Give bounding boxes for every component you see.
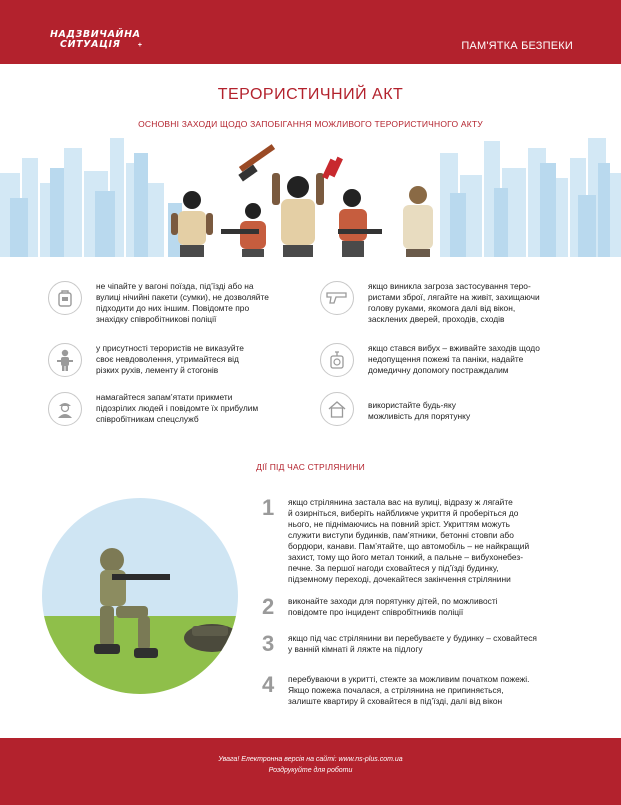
step-line: у ванній кімнаті й ляжте на підлогу (288, 644, 423, 654)
soldier-icon (48, 392, 82, 426)
footer-print-note: Роздрукуйте для роботи (268, 767, 353, 774)
tip-right-2 (320, 343, 540, 377)
house-icon (320, 392, 354, 426)
section-title: ДІЇ ПІД ЧАС СТРІЛЯНИНИ (256, 462, 365, 472)
step-text (288, 674, 598, 707)
step-line: й озирніться, виберіть найближче укриття й проберіться до (288, 508, 519, 518)
step-line: бордюри, канави. Пам’ятайте, що автомобіль – не найкращий (288, 541, 530, 551)
tip-line: підозрілих людей і повідомте їх прибулим (96, 403, 259, 413)
tip-text (368, 281, 540, 325)
tip-line: вулиці нічийні пакети (сумки), не дозволяйте (96, 292, 269, 302)
page-subtitle: ОСНОВНІ ЗАХОДИ ЩОДО ЗАПОБІГАННЯ МОЖЛИВОГО ТЕРОРИСТИЧНОГО АКТУ (138, 119, 483, 129)
tip-left-1 (48, 281, 269, 325)
step-number: 3 (262, 631, 275, 656)
bag-icon (48, 281, 82, 315)
step-4 (262, 674, 598, 707)
step-text (288, 596, 598, 618)
tip-line: намагайтеся запам’ятати прикмети (96, 392, 233, 402)
tip-line: різких рухів, лементу й стогонів (96, 365, 219, 375)
step-line: залиште квартиру й сховайтеся в під’їзді, далі від вікон (288, 696, 503, 706)
terrorist-icon (48, 343, 82, 377)
tip-line: якщо виникла загроза застосування теро- (368, 281, 531, 291)
step-line: якщо стрілянина застала вас на вулиці, відразу ж лягайте (288, 497, 513, 507)
tip-right-1 (320, 281, 540, 325)
step-line: Якщо пожежа почалася, а стрілянина не припиняється, (288, 685, 504, 695)
bomb-icon (320, 343, 354, 377)
tip-text (96, 281, 269, 325)
logo (50, 30, 140, 50)
tip-line: підходити до них іншим. Повідомте про (96, 303, 250, 313)
tip-line: знахідку співробітникові поліції (96, 314, 217, 324)
logo-plus: + (137, 42, 142, 49)
step-text (288, 633, 598, 655)
footer-website-note[interactable]: Увага! Електронна версія на сайті: www.ns-plus.com.ua (218, 756, 403, 763)
step-line: якщо під час стрілянини ви перебуваєте у будинку – сховайтеся (288, 633, 537, 643)
step-line: печне. За першої нагоди сховайтеся у під’їзді будинку, (288, 563, 499, 573)
step-1 (262, 497, 598, 585)
logo-line-2: СИТУАЦІЯ (60, 39, 121, 50)
tip-line: співробітникам спецслужб (96, 414, 199, 424)
step-number: 4 (262, 672, 275, 697)
tip-text (368, 392, 470, 422)
tip-right-3 (320, 392, 470, 426)
tip-line: домедичну допомогу постраждалим (368, 365, 509, 375)
step-line: підземному переході, дочекайтеся закінчення стрілянини (288, 574, 511, 584)
tip-line: своє невдоволення, утримайтеся від (96, 354, 239, 364)
step-number: 2 (262, 594, 275, 619)
tip-line: можливість для порятунку (368, 411, 471, 421)
tip-line: ристами зброї, лягайте на живіт, захищаючи (368, 292, 540, 302)
step-line: захист, тому що його метал тонкий, а пальне – вибухонебез- (288, 552, 523, 562)
tip-line: у присутності терористів не виказуйте (96, 343, 244, 353)
tip-line: засклених дверей, проходів, сходів (368, 314, 505, 324)
step-line: повідомте про інцидент співробітників поліції (288, 607, 464, 617)
step-line: перебуваючи в укритті, стежте за можливим початком пожежі. (288, 674, 530, 684)
header-title: ПАМ'ЯТКА БЕЗПЕКИ (461, 40, 573, 52)
tip-left-2 (48, 343, 244, 377)
soldier-illustration (42, 498, 238, 694)
terrorists-illustration (0, 133, 621, 257)
step-line: виконайте заходи для порятунку дітей, по можливості (288, 596, 498, 606)
step-2 (262, 596, 598, 618)
gun-icon (320, 281, 354, 315)
tip-line: не чіпайте у вагоні поїзда, під’їзді або на (96, 281, 254, 291)
step-line: служити виступи будинків, пам’ятники, бетонні стовпи або (288, 530, 514, 540)
header-bar (0, 0, 621, 64)
step-number: 1 (262, 495, 275, 520)
step-3 (262, 633, 598, 655)
tip-line: голову руками, якомога далі від вікон, (368, 303, 516, 313)
tip-line: використайте будь-яку (368, 400, 456, 410)
tip-text (368, 343, 540, 376)
tip-line: якщо стався вибух – вживайте заходів щодо (368, 343, 540, 353)
tip-text (96, 392, 258, 425)
footer-bar (0, 738, 621, 805)
tip-line: недопущення пожежі та паніки, надайте (368, 354, 524, 364)
step-line: нього, не піднімаючись на повний зріст. Укриттям можуть (288, 519, 510, 529)
step-text (288, 497, 598, 585)
tip-left-3 (48, 392, 258, 426)
page-title: ТЕРОРИСТИЧНИЙ АКТ (217, 86, 404, 103)
tip-text (96, 343, 244, 376)
logo-line-1: НАДЗВИЧАЙНА (50, 29, 141, 40)
